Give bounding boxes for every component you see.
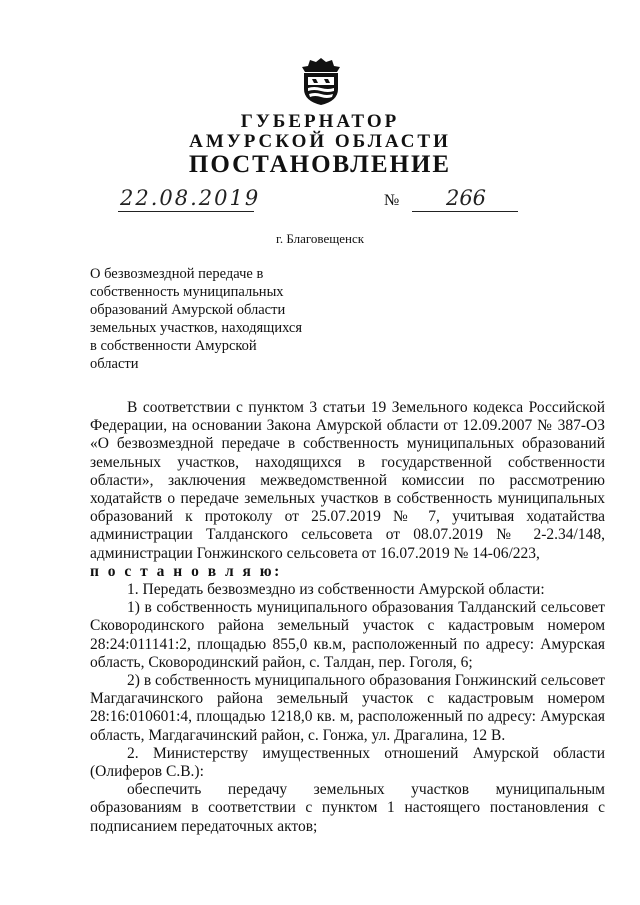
header-title-governor: ГУБЕРНАТОР bbox=[240, 111, 400, 132]
document-subject bbox=[90, 265, 330, 373]
date-underline bbox=[118, 211, 254, 212]
header-title-region: АМУРСКОЙ ОБЛАСТИ bbox=[189, 131, 451, 152]
document-city: г. Благовещенск bbox=[275, 231, 365, 246]
subject-line: в собственности Амурской bbox=[90, 338, 257, 354]
document-type-title: ПОСТАНОВЛЕНИЕ bbox=[188, 151, 452, 178]
subject-line: собственность муниципальных bbox=[90, 284, 284, 300]
number-underline bbox=[412, 211, 518, 212]
decree-word: п о с т а н о в л я ю: bbox=[90, 562, 282, 580]
number-label: № bbox=[384, 192, 400, 209]
item-1-2: 2) в собственность муниципального образования Гонжинский сельсовет Магдагачинского района земельный участок с кадастровым номером 28:16:010601:4, площадью 1218,0 кв. м, расположенный по адресу: Амурская область, Магдагачинский район, с. Гонжа, ул. Драгалина, 12 В. bbox=[90, 672, 605, 744]
item-2: 2. Министерству имущественных отношений Амурской области (Олиферов С.В.): bbox=[90, 744, 605, 781]
item-2-1: обеспечить передачу земельных участков муниципальным образованиям в соответствии с пунктом 1 настоящего постановления с подписанием передаточных актов; bbox=[90, 781, 605, 835]
amur-region-coat-of-arms-icon bbox=[299, 55, 343, 107]
item-1-1: 1) в собственность муниципального образования Талданский сельсовет Сковородинского района земельный участок с кадастровым номером 28:24:011141:2, площадью 855,0 кв.м, расположенный по адресу: Амурская область, Сковородинский район, с. Талдан, пер. Гоголя, 6; bbox=[90, 599, 605, 671]
document-body bbox=[90, 399, 605, 836]
document-number: 266 bbox=[445, 186, 487, 210]
subject-line: области bbox=[90, 356, 139, 372]
subject-line: О безвозмездной передаче в bbox=[90, 266, 264, 282]
preamble-paragraph: В соответствии с пунктом 3 статьи 19 Земельного кодекса Российской Федерации, на основании Закона Амурской области от 12.09.2007 № 387-ОЗ «О безвозмездной передаче в собственность муниципальных образований земельных участков, находящихся в государственной собственности области», заключения межведомственной комиссии по рассмотрению ходатайств о передаче земельных участков в собственность муниципальных образований к протоколу от 25.07.2019 № 7, учитывая ходатайства администрации Талданского сельсовета от 08.07.2019 № 2-2.34/148, администрации Гонжинского сельсовета от 16.07.2019 № 14-06/223, bbox=[90, 399, 605, 562]
item-1: 1. Передать безвозмездно из собственности Амурской области: bbox=[127, 581, 545, 599]
subject-line: земельных участков, находящихся bbox=[90, 320, 303, 336]
subject-line: образований Амурской области bbox=[90, 302, 286, 318]
document-date: 22.08.2019 bbox=[120, 186, 261, 210]
